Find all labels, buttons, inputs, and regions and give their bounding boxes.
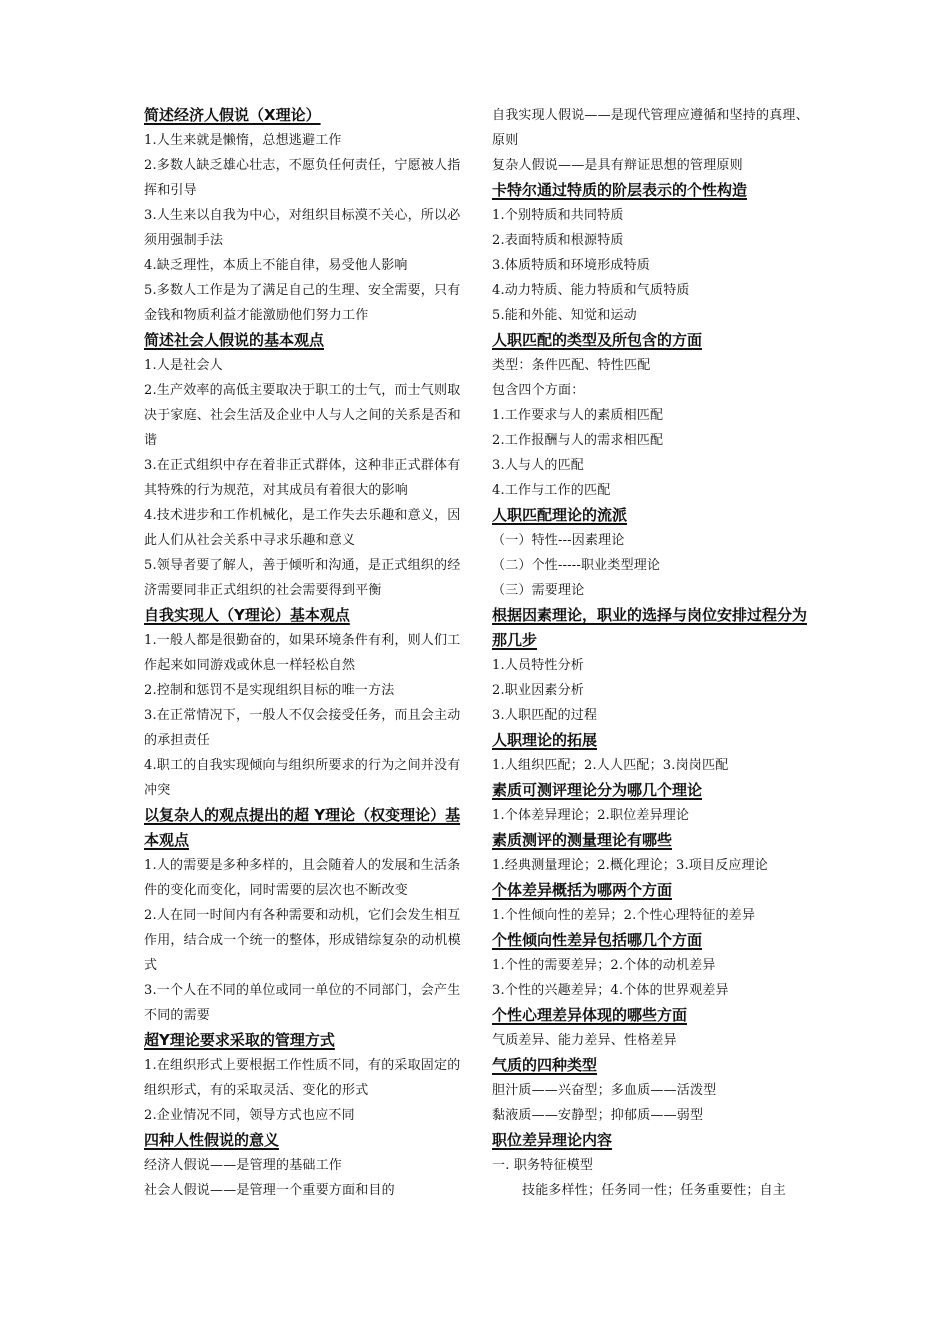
- paragraph: 1.在组织形式上要根据工作性质不同，有的采取固定的组织形式，有的采取灵活、变化的形式: [144, 1058, 461, 1098]
- section-heading: 个性心理差异体现的哪些方面: [492, 1006, 688, 1024]
- section-heading: 根据因素理论，职业的选择与岗位安排过程分为那几步: [492, 606, 808, 649]
- paragraph: 2.控制和惩罚不是实现组织目标的唯一方法: [144, 683, 395, 698]
- paragraph: 3.在正式组织中存在着非正式群体，这种非正式群体有其特殊的行为规范，对其成员有着很大的影响: [144, 458, 461, 498]
- right-column: [492, 103, 812, 1203]
- paragraph: 黏液质——安静型；抑郁质——弱型: [492, 1108, 704, 1123]
- paragraph: 一. 职务特征模型: [492, 1158, 594, 1173]
- section-heading: 人职理论的拓展: [492, 731, 598, 749]
- section-heading: 简述经济人假说（X理论）: [144, 106, 321, 124]
- section-heading: 自我实现人（Y理论）基本观点: [144, 606, 350, 624]
- paragraph: 1.个别特质和共同特质: [492, 208, 624, 223]
- section-heading: 个体差异概括为哪两个方面: [492, 881, 673, 899]
- section-heading: 素质测评的测量理论有哪些: [492, 831, 673, 849]
- paragraph: 1.人是社会人: [144, 358, 223, 373]
- paragraph: （三）需要理论: [492, 583, 585, 598]
- section-heading: 四种人性假说的意义: [144, 1131, 280, 1149]
- section-heading: 卡特尔通过特质的阶层表示的个性构造: [492, 181, 748, 199]
- paragraph: 2.表面特质和根源特质: [492, 233, 624, 248]
- paragraph: 包含四个方面：: [492, 383, 585, 398]
- paragraph: 1.人员特性分析: [492, 658, 585, 673]
- paragraph: 2.人在同一时间内有各种需要和动机，它们会发生相互作用，结合成一个统一的整体，形成错综复杂的动机模式: [144, 908, 461, 973]
- section-heading: 超Y理论要求采取的管理方式: [144, 1031, 335, 1049]
- paragraph: 4.工作与工作的匹配: [492, 483, 611, 498]
- paragraph: 3.个性的兴趣差异；4.个体的世界观差异: [492, 983, 729, 998]
- paragraph: 1.个性倾向性的差异；2.个性心理特征的差异: [492, 908, 756, 923]
- paragraph: 3.人职匹配的过程: [492, 708, 598, 723]
- paragraph: 4.缺乏理性，本质上不能自律，易受他人影响: [144, 258, 408, 273]
- paragraph: 3.体质特质和环境形成特质: [492, 258, 651, 273]
- paragraph: 2.职业因素分析: [492, 683, 585, 698]
- paragraph: 4.技术进步和工作机械化，是工作失去乐趣和意义，因此人们从社会关系中寻求乐趣和意义: [144, 508, 461, 548]
- paragraph: 4.动力特质、能力特质和气质特质: [492, 283, 690, 298]
- section-heading: 人职匹配理论的流派: [492, 506, 628, 524]
- paragraph: 1.个性的需要差异；2.个体的动机差异: [492, 958, 716, 973]
- paragraph: 气质差异、能力差异、性格差异: [492, 1033, 677, 1048]
- paragraph: 2.企业情况不同，领导方式也应不同: [144, 1108, 355, 1123]
- paragraph: 技能多样性；任务同一性；任务重要性；自主: [522, 1183, 787, 1198]
- paragraph: 复杂人假说——是具有辩证思想的管理原则: [492, 158, 743, 173]
- paragraph: 1.个体差异理论；2.职位差异理论: [492, 808, 690, 823]
- paragraph: 社会人假说——是管理一个重要方面和目的: [144, 1183, 395, 1198]
- paragraph: 1.经典测量理论；2.概化理论；3.项目反应理论: [492, 858, 769, 873]
- section-heading: 个性倾向性差异包括哪几个方面: [492, 931, 703, 949]
- paragraph: 自我实现人假说——是现代管理应遵循和坚持的真理、原则: [492, 108, 809, 148]
- section-heading: 素质可测评理论分为哪几个理论: [492, 781, 703, 799]
- paragraph: 胆汁质——兴奋型；多血质——活泼型: [492, 1083, 717, 1098]
- paragraph: 经济人假说——是管理的基础工作: [144, 1158, 343, 1173]
- paragraph: 3.一个人在不同的单位或同一单位的不同部门，会产生不同的需要: [144, 983, 461, 1023]
- paragraph: （二）个性-----职业类型理论: [492, 558, 661, 573]
- paragraph: 1.人的需要是多种多样的，且会随着人的发展和生活条件的变化而变化，同时需要的层次也不断改变: [144, 858, 461, 898]
- section-heading: 简述社会人假说的基本观点: [144, 331, 325, 349]
- paragraph: 1.人生来就是懒惰，总想逃避工作: [144, 133, 342, 148]
- paragraph: 5.多数人工作是为了满足自己的生理、安全需要，只有金钱和物质利益才能激励他们努力工作: [144, 283, 461, 323]
- paragraph: 5.领导者要了解人，善于倾听和沟通，是正式组织的经济需要同非正式组织的社会需要得到平衡: [144, 558, 461, 598]
- left-column: [144, 103, 464, 1203]
- section-heading: 以复杂人的观点提出的超 Y理论（权变理论）基本观点: [144, 806, 461, 849]
- paragraph: 1.人组织匹配；2.人人匹配；3.岗岗匹配: [492, 758, 729, 773]
- paragraph: 类型：条件匹配、特性匹配: [492, 358, 651, 373]
- paragraph: （一）特性---因素理论: [492, 533, 625, 548]
- paragraph: 3.人生来以自我为中心，对组织目标漠不关心，所以必须用强制手法: [144, 208, 461, 248]
- paragraph: 3.人与人的匹配: [492, 458, 585, 473]
- paragraph: 4.职工的自我实现倾向与组织所要求的行为之间并没有冲突: [144, 758, 461, 798]
- paragraph: 1.一般人都是很勤奋的，如果环境条件有利，则人们工作起来如同游戏或休息一样轻松自然: [144, 633, 461, 673]
- paragraph: 1.工作要求与人的素质相匹配: [492, 408, 664, 423]
- section-heading: 人职匹配的类型及所包含的方面: [492, 331, 703, 349]
- paragraph: 2.生产效率的高低主要取决于职工的士气，而士气则取决于家庭、社会生活及企业中人与人之间的关系是否和谐: [144, 383, 461, 448]
- section-heading: 气质的四种类型: [492, 1056, 598, 1074]
- paragraph: 2.工作报酬与人的需求相匹配: [492, 433, 664, 448]
- section-heading: 职位差异理论内容: [492, 1131, 613, 1149]
- paragraph: 3.在正常情况下，一般人不仅会接受任务，而且会主动的承担责任: [144, 708, 461, 748]
- paragraph: 2.多数人缺乏雄心壮志，不愿负任何责任，宁愿被人指挥和引导: [144, 158, 461, 198]
- paragraph: 5.能和外能、知觉和运动: [492, 308, 637, 323]
